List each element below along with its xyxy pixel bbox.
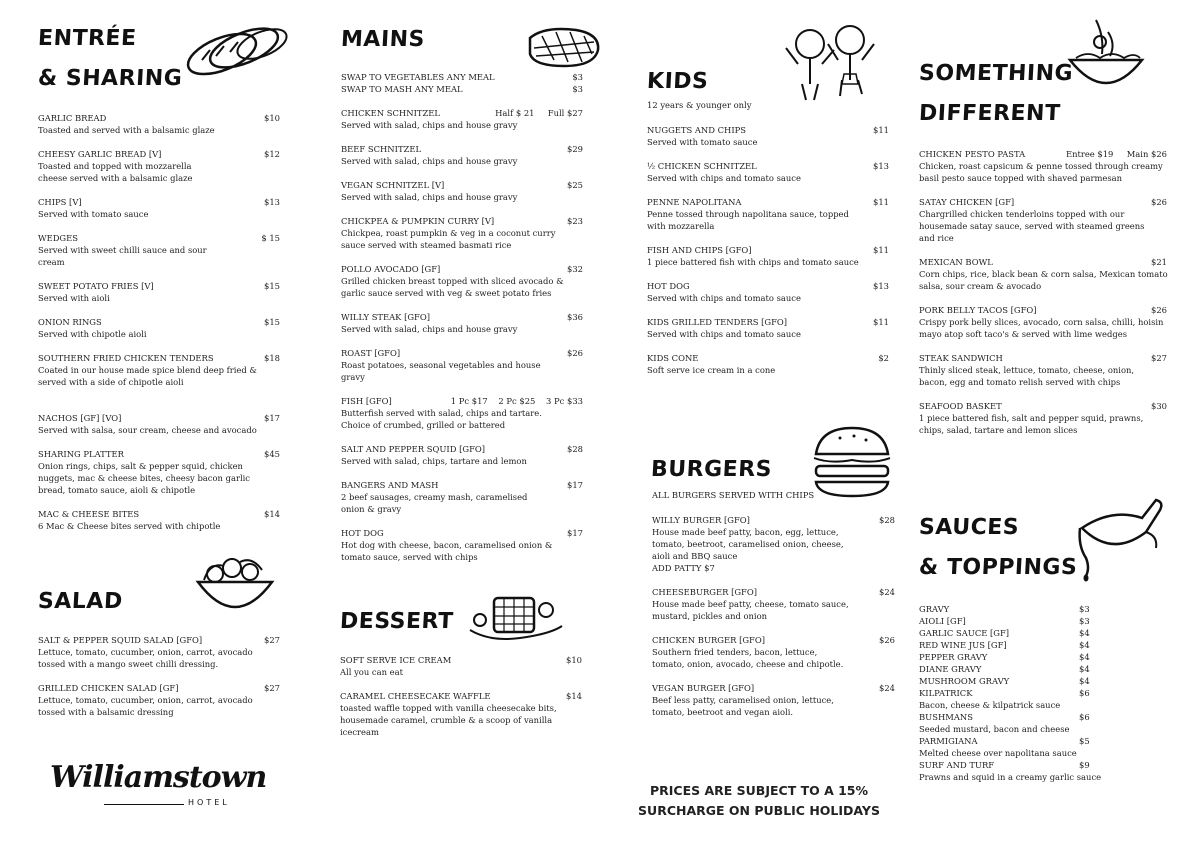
menu-item-name: CARAMEL CHEESECAKE WAFFLE xyxy=(340,691,491,701)
surcharge-line1: PRICES ARE SUBJECT TO A 15% xyxy=(649,783,869,798)
menu-item-description: Penne tossed through napolitana sauce, topped with mozzarella xyxy=(647,209,849,231)
sauce-item xyxy=(919,627,1119,639)
menu-item-price: $28 xyxy=(879,515,895,525)
entree-heading-line2: & SHARING xyxy=(37,66,183,91)
sauce-item-name: MUSHROOM GRAVY xyxy=(919,676,1010,686)
menu-item xyxy=(919,196,1167,244)
menu-item-description: Served with salad, chips and house gravy xyxy=(341,192,518,202)
menu-item xyxy=(38,448,280,496)
menu-item-price: $11 xyxy=(873,125,889,135)
menu-item-description: All you can eat xyxy=(340,667,403,677)
sauce-item-description: Bacon, cheese & kilpatrick sauce xyxy=(919,700,1061,710)
menu-item xyxy=(919,304,1167,340)
swap-option xyxy=(341,83,583,95)
menu-item-price: $28 xyxy=(567,444,583,454)
menu-item-description: toasted waffle topped with vanilla cheesecake bits, housemade caramel, crumble & a scoop of vanilla icecream xyxy=(340,703,557,737)
menu-item xyxy=(647,196,889,232)
menu-item xyxy=(38,682,280,718)
sauce-item-description: Seeded mustard, bacon and cheese xyxy=(919,724,1070,734)
menu-item-description: Thinly sliced steak, lettuce, tomato, cheese, onion, bacon, egg and tomato relish served with chips xyxy=(919,365,1135,387)
menu-item-description: Served with salad, chips, tartare and lemon xyxy=(341,456,527,466)
menu-item-price: $26 xyxy=(1151,197,1167,207)
menu-item xyxy=(652,634,895,670)
williamstown-hotel-logo xyxy=(50,760,267,820)
menu-item-name: VEGAN SCHNITZEL [V] xyxy=(341,180,445,190)
menu-item-price: $30 xyxy=(1151,401,1167,411)
menu-item-description: 1 piece battered fish with chips and tomato sauce xyxy=(647,257,859,267)
menu-item-name: CHICKEN SCHNITZEL xyxy=(341,108,440,118)
sauce-item-name: BUSHMANS xyxy=(919,712,973,722)
menu-item-description: Served with chipotle aioli xyxy=(38,329,147,339)
logo-rule xyxy=(104,804,184,805)
sauce-item xyxy=(919,639,1119,651)
sauce-item xyxy=(919,651,1119,663)
menu-item-price: $10 xyxy=(264,113,280,123)
menu-item-price: $15 xyxy=(264,281,280,291)
menu-item-description: Served with sweet chilli sauce and sour cream xyxy=(38,245,207,267)
menu-item-description: Served with salad, chips and house gravy xyxy=(341,324,518,334)
menu-item-name: SOUTHERN FRIED CHICKEN TENDERS xyxy=(38,353,214,363)
menu-item xyxy=(341,527,583,563)
menu-item-name: SATAY CHICKEN [GF] xyxy=(919,197,1015,207)
menu-item-price: $23 xyxy=(567,216,583,226)
menu-item-name: BEEF SCHNITZEL xyxy=(341,144,422,154)
menu-item-description: House made beef patty, bacon, egg, lettuce, tomato, beetroot, caramelised onion, cheese, aioli and BBQ sauce xyxy=(652,527,844,561)
menu-item xyxy=(919,256,1167,292)
menu-item xyxy=(38,634,280,670)
menu-item-price: $26 xyxy=(879,635,895,645)
menu-item-description: 1 piece battered fish, salt and pepper squid, prawns, chips, salad, tartare and lemon slices xyxy=(919,413,1144,435)
menu-item xyxy=(652,514,895,574)
menu-item-name: HOT DOG xyxy=(647,281,690,291)
menu-item-description: Served with salad, chips and house gravy xyxy=(341,120,518,130)
menu-item-name: CHICKEN PESTO PASTA xyxy=(919,149,1026,159)
sauce-item xyxy=(919,687,1119,711)
menu-item xyxy=(38,280,280,304)
menu-item xyxy=(341,347,583,383)
menu-item-price: $ 15 xyxy=(261,233,280,243)
menu-item-name: CHIPS [V] xyxy=(38,197,82,207)
sauce-item-name: SURF AND TURF xyxy=(919,760,995,770)
sauce-item-description: Melted cheese over napolitana sauce xyxy=(919,748,1077,758)
menu-item-description: Chicken, roast capsicum & penne tossed through creamy basil pesto sauce topped with shaved parmesan xyxy=(919,161,1163,183)
menu-item-name: CHICKEN BURGER [GFO] xyxy=(652,635,765,645)
menu-item-name: MAC & CHEESE BITES xyxy=(38,509,140,519)
menu-item xyxy=(652,586,895,622)
menu-item-description: Coated in our house made spice blend deep fried & served with a side of chipotle aioli xyxy=(38,365,257,387)
menu-item-price-options: Entree $19 Main $26 xyxy=(1065,149,1167,159)
menu-item-name: WILLY BURGER [GFO] xyxy=(652,515,750,525)
menu-item xyxy=(38,232,280,268)
menu-item-name: NACHOS [GF] [VO] xyxy=(38,413,122,423)
menu-item-description: Served with salad, chips and house gravy xyxy=(341,156,518,166)
sauce-item-price: $9 xyxy=(1079,760,1090,770)
menu-item-description: Onion rings, chips, salt & pepper squid, chicken nuggets, mac & cheese bites, cheesy bacon garlic bread, tomato sauce, aioli & chipotle xyxy=(38,461,250,495)
kids-heading: KIDS xyxy=(646,69,709,94)
menu-item-name: GARLIC BREAD xyxy=(38,113,107,123)
mains-heading: MAINS xyxy=(340,27,426,52)
menu-item xyxy=(919,352,1167,388)
swap-option-label: SWAP TO VEGETABLES ANY MEAL xyxy=(341,72,495,82)
sauce-item-name: AIOLI [GF] xyxy=(919,616,966,626)
menu-item-name: KIDS CONE xyxy=(647,353,699,363)
menu-item-price: $45 xyxy=(264,449,280,459)
waffle-illustration-icon xyxy=(460,590,570,650)
menu-item-name: POLLO AVOCADO [GF] xyxy=(341,264,441,274)
menu-item-name: PENNE NAPOLITANA xyxy=(647,197,742,207)
menu-item-price: $26 xyxy=(1151,305,1167,315)
menu-item-price: $11 xyxy=(873,245,889,255)
menu-item-description: Chargrilled chicken tenderloins topped with our housemade satay sauce, served with steamed greens and rice xyxy=(919,209,1145,243)
different-heading-line2: DIFFERENT xyxy=(918,101,1062,126)
burger-illustration-icon xyxy=(810,424,894,500)
sauce-item xyxy=(919,663,1119,675)
menu-item xyxy=(647,280,889,304)
menu-item-name: KIDS GRILLED TENDERS [GFO] xyxy=(647,317,788,327)
surcharge-notice xyxy=(628,781,890,821)
menu-item-description: House made beef patty, cheese, tomato sauce, mustard, pickles and onion xyxy=(652,599,849,621)
sauce-item-price: $4 xyxy=(1079,676,1090,686)
menu-item-name: FISH AND CHIPS [GFO] xyxy=(647,245,752,255)
menu-item xyxy=(647,124,889,148)
menu-item-name: SOFT SERVE ICE CREAM xyxy=(340,655,452,665)
menu-item-name: SALT & PEPPER SQUID SALAD [GFO] xyxy=(38,635,203,645)
menu-item-price: $12 xyxy=(264,149,280,159)
menu-item-description: Served with chips and tomato sauce xyxy=(647,293,801,303)
logo-wordmark: Williamstown xyxy=(50,760,267,795)
menu-item-price: $13 xyxy=(264,197,280,207)
menu-item xyxy=(647,352,889,376)
salad-heading: SALAD xyxy=(37,589,124,614)
menu-item-name: FISH [GFO] xyxy=(341,396,392,406)
menu-item-name: PORK BELLY TACOS [GFO] xyxy=(919,305,1037,315)
menu-item-price: $2 xyxy=(878,353,889,363)
entree-heading-line1: ENTRÉE xyxy=(37,26,138,51)
menu-item-name: SHARING PLATTER xyxy=(38,449,124,459)
menu-item-description: Toasted and served with a balsamic glaze xyxy=(38,125,215,135)
menu-item-description: Corn chips, rice, black bean & corn salsa, Mexican tomato salsa, sour cream & avocado xyxy=(919,269,1168,291)
menu-item-description: Chickpea, roast pumpkin & veg in a coconut curry sauce served with steamed basmati rice xyxy=(341,228,556,250)
surcharge-line2: SURCHARGE ON PUBLIC HOLIDAYS xyxy=(638,803,880,818)
menu-item-price: $21 xyxy=(1151,257,1167,267)
sauce-item-name: KILPATRICK xyxy=(919,688,973,698)
menu-item-price: $36 xyxy=(567,312,583,322)
swap-option-price: $3 xyxy=(572,72,583,82)
menu-item-description: Toasted and topped with mozzarella cheese served with a balsamic glaze xyxy=(38,161,193,183)
sauce-item xyxy=(919,615,1119,627)
menu-item-description: Served with tomato sauce xyxy=(647,137,758,147)
noodle-bowl-icon xyxy=(1064,14,1148,98)
menu-item-description: Served with aioli xyxy=(38,293,110,303)
menu-item xyxy=(647,316,889,340)
menu-item-price-options: 1 Pc $17 2 Pc $25 3 Pc $33 xyxy=(450,396,583,406)
menu-item xyxy=(341,479,583,515)
menu-item xyxy=(38,148,280,184)
menu-item-description: Crispy pork belly slices, avocado, corn salsa, chilli, hoisin mayo atop soft taco's & served with lime wedges xyxy=(919,317,1164,339)
menu-item xyxy=(38,508,280,532)
menu-item-name: CHEESY GARLIC BREAD [V] xyxy=(38,149,162,159)
menu-item-name: WILLY STEAK [GFO] xyxy=(341,312,430,322)
menu-item-description: Served with tomato sauce xyxy=(38,209,149,219)
menu-item xyxy=(341,143,583,167)
menu-item-name: SEAFOOD BASKET xyxy=(919,401,1002,411)
menu-item-description: Grilled chicken breast topped with sliced avocado & garlic sauce served with veg & sweet potato fries xyxy=(341,276,564,298)
swap-option xyxy=(341,71,583,83)
menu-item xyxy=(38,196,280,220)
sauce-item xyxy=(919,759,1119,783)
sauces-heading-line1: SAUCES xyxy=(918,515,1020,540)
children-illustration-icon xyxy=(776,14,886,104)
menu-item-description: Hot dog with cheese, bacon, caramelised onion & tomato sauce, served with chips xyxy=(341,540,553,562)
menu-item-description: Served with chips and tomato sauce xyxy=(647,173,801,183)
menu-item-name: WEDGES xyxy=(38,233,78,243)
menu-item-description: Beef less patty, caramelised onion, lettuce, tomato, beetroot and vegan aioli. xyxy=(652,695,834,717)
menu-item-description: Soft serve ice cream in a cone xyxy=(647,365,776,375)
sauce-item xyxy=(919,735,1119,759)
menu-item xyxy=(341,311,583,335)
salad-bowl-icon xyxy=(190,552,280,622)
logo-subtitle: HOTEL xyxy=(188,798,230,807)
menu-item-price-options: Half $ 21 Full $27 xyxy=(495,108,583,118)
menu-item-price: $32 xyxy=(567,264,583,274)
sauce-item-description: Prawns and squid in a creamy garlic sauce xyxy=(919,772,1102,782)
menu-item-price: $14 xyxy=(566,691,582,701)
sauce-item-price: $4 xyxy=(1079,652,1090,662)
menu-item-description: 6 Mac & Cheese bites served with chipotle xyxy=(38,521,221,531)
burgers-heading: BURGERS xyxy=(650,457,773,482)
menu-item-name: CHICKPEA & PUMPKIN CURRY [V] xyxy=(341,216,495,226)
menu-item-description: Butterfish served with salad, chips and tartare. Choice of crumbed, grilled or battered xyxy=(341,408,542,430)
menu-item-price: $15 xyxy=(264,317,280,327)
sauce-item-name: GARLIC SAUCE [GF] xyxy=(919,628,1010,638)
menu-item xyxy=(341,395,583,431)
menu-item-price: $11 xyxy=(873,317,889,327)
menu-item-name: SWEET POTATO FRIES [V] xyxy=(38,281,154,291)
sauce-item-price: $4 xyxy=(1079,664,1090,674)
menu-item-name: CHEESEBURGER [GFO] xyxy=(652,587,757,597)
menu-item-price: $27 xyxy=(264,683,280,693)
menu-item-price: $13 xyxy=(873,281,889,291)
menu-item-description: 2 beef sausages, creamy mash, caramelised onion & gravy xyxy=(341,492,528,514)
steak-illustration-icon xyxy=(524,24,604,72)
menu-item-price: $29 xyxy=(567,144,583,154)
menu-item-name: ROAST [GFO] xyxy=(341,348,401,358)
sauces-heading-line2: & TOPPINGS xyxy=(918,555,1078,580)
menu-item xyxy=(38,352,280,388)
menu-item xyxy=(340,654,582,678)
menu-item-description: Served with salsa, sour cream, cheese and avocado xyxy=(38,425,257,435)
menu-item-price: $25 xyxy=(567,180,583,190)
sauce-item-price: $6 xyxy=(1079,712,1090,722)
menu-item-name: HOT DOG xyxy=(341,528,384,538)
menu-item-description: Roast potatoes, seasonal vegetables and house gravy xyxy=(341,360,541,382)
menu-item-price: $24 xyxy=(879,683,895,693)
menu-item xyxy=(341,179,583,203)
sauce-item xyxy=(919,675,1119,687)
gravy-boat-icon xyxy=(1072,488,1168,584)
menu-item xyxy=(38,316,280,340)
sauce-item-name: RED WINE JUS [GF] xyxy=(919,640,1007,650)
menu-item xyxy=(647,160,889,184)
menu-item-description: Southern fried tenders, bacon, lettuce, tomato, onion, avocado, cheese and chipotle. xyxy=(652,647,844,669)
menu-item-price: $27 xyxy=(264,635,280,645)
swap-option-label: SWAP TO MASH ANY MEAL xyxy=(341,84,463,94)
sauce-item-price: $4 xyxy=(1079,628,1090,638)
sauce-item-price: $6 xyxy=(1079,688,1090,698)
menu-item-price: $27 xyxy=(1151,353,1167,363)
bread-illustration-icon xyxy=(182,14,292,84)
menu-item xyxy=(341,215,583,251)
sauce-item-price: $3 xyxy=(1079,604,1090,614)
menu-item-addon: ADD PATTY $7 xyxy=(652,563,715,573)
menu-item xyxy=(341,443,583,467)
menu-item-price: $17 xyxy=(567,480,583,490)
menu-item-price: $17 xyxy=(567,528,583,538)
menu-item-description: Lettuce, tomato, cucumber, onion, carrot, avocado tossed with a balsamic dressing xyxy=(38,695,253,717)
menu-item-price: $11 xyxy=(873,197,889,207)
menu-item-name: VEGAN BURGER [GFO] xyxy=(652,683,755,693)
burgers-chips-note: ALL BURGERS SERVED WITH CHIPS xyxy=(652,490,815,500)
sauce-item-name: PEPPER GRAVY xyxy=(919,652,988,662)
different-heading-line1: SOMETHING xyxy=(918,61,1074,86)
dessert-heading: DESSERT xyxy=(339,609,455,634)
menu-item-description: Lettuce, tomato, cucumber, onion, carrot, avocado tossed with a mango sweet chilli dressing. xyxy=(38,647,253,669)
menu-item xyxy=(652,682,895,718)
menu-item xyxy=(340,690,582,738)
menu-item-name: BANGERS AND MASH xyxy=(341,480,439,490)
sauce-item-price: $3 xyxy=(1079,616,1090,626)
sauce-item-name: PARMIGIANA xyxy=(919,736,978,746)
menu-item-price: $18 xyxy=(264,353,280,363)
menu-item xyxy=(38,412,280,436)
menu-item-price: $24 xyxy=(879,587,895,597)
menu-item-name: ½ CHICKEN SCHNITZEL xyxy=(647,161,757,171)
menu-item-price: $10 xyxy=(566,655,582,665)
menu-item-name: STEAK SANDWICH xyxy=(919,353,1003,363)
menu-item-name: ONION RINGS xyxy=(38,317,102,327)
menu-item-price: $13 xyxy=(873,161,889,171)
kids-age-note: 12 years & younger only xyxy=(647,100,752,110)
menu-item xyxy=(919,400,1167,436)
menu-item xyxy=(38,112,280,136)
sauce-item-price: $4 xyxy=(1079,640,1090,650)
sauce-item xyxy=(919,711,1119,735)
menu-item-name: MEXICAN BOWL xyxy=(919,257,993,267)
menu-item xyxy=(341,263,583,299)
menu-item-price: $26 xyxy=(567,348,583,358)
menu-item xyxy=(341,107,583,131)
menu-item-description: Served with chips and tomato sauce xyxy=(647,329,801,339)
menu-item-name: NUGGETS AND CHIPS xyxy=(647,125,747,135)
menu-item xyxy=(647,244,889,268)
menu-item-price: $17 xyxy=(264,413,280,423)
swap-option-price: $3 xyxy=(572,84,583,94)
menu-item-price: $14 xyxy=(264,509,280,519)
menu-item xyxy=(919,148,1167,184)
menu-item-name: SALT AND PEPPER SQUID [GFO] xyxy=(341,444,486,454)
sauce-item-name: GRAVY xyxy=(919,604,950,614)
sauce-item-price: $5 xyxy=(1079,736,1090,746)
sauce-item xyxy=(919,603,1119,615)
menu-item-name: GRILLED CHICKEN SALAD [GF] xyxy=(38,683,179,693)
sauce-item-name: DIANE GRAVY xyxy=(919,664,982,674)
